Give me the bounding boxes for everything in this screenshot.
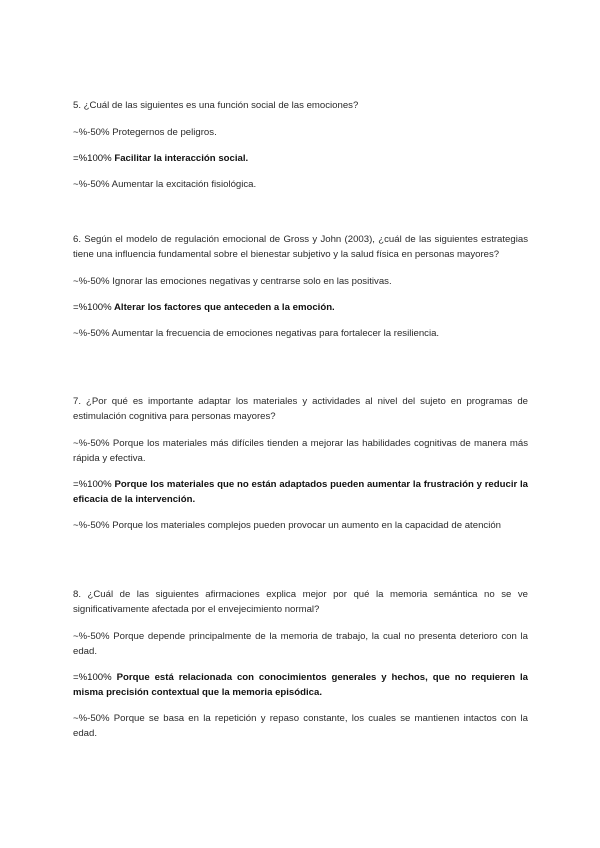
option-weight: ~%-50%	[73, 631, 110, 642]
question-text: 8. ¿Cuál de las siguientes afirmaciones explica mejor por qué la memoria semántica no se ve significativamente afectada por el envejecimiento normal?	[73, 589, 528, 615]
option-weight: ~%-50%	[73, 520, 110, 531]
answer-option	[73, 274, 528, 289]
question-8	[73, 587, 528, 741]
correct-answer-option	[73, 151, 528, 166]
option-text: Porque depende principalmente de la memoria de trabajo, la cual no presenta deterioro con la edad.	[73, 631, 528, 657]
option-text: Aumentar la frecuencia de emociones negativas para fortalecer la resiliencia.	[111, 328, 440, 339]
option-text: Porque se basa en la repetición y repaso constante, los cuales se mantienen intactos con la edad.	[73, 713, 529, 739]
correct-answer-option	[73, 477, 528, 507]
option-weight: ~%-50%	[73, 328, 110, 339]
option-weight: ~%-50%	[73, 438, 110, 449]
option-text: Porque los materiales más difíciles tienden a mejorar las habilidades cognitivas de manera más rápida y efectiva.	[73, 438, 528, 464]
correct-answer-option	[73, 300, 528, 315]
question-5	[73, 98, 528, 192]
option-weight: =%100%	[73, 153, 112, 164]
option-weight: ~%-50%	[73, 127, 110, 138]
answer-option	[73, 436, 528, 466]
option-weight: ~%-50%	[73, 179, 110, 190]
option-text: Porque los materiales que no están adaptados pueden aumentar la frustración y reducir la eficacia de la intervención.	[73, 479, 528, 505]
option-text: Ignorar las emociones negativas y centrarse solo en las positivas.	[112, 276, 392, 287]
question-text: 7. ¿Por qué es importante adaptar los materiales y actividades al nivel del sujeto en programas de estimulación cognitiva para personas mayores?	[73, 396, 528, 422]
option-text: Protegernos de peligros.	[112, 127, 217, 138]
question-text: 5. ¿Cuál de las siguientes es una función social de las emociones?	[73, 100, 359, 111]
question-6	[73, 232, 528, 341]
answer-option	[73, 629, 528, 659]
option-text: Facilitar la interacción social.	[114, 153, 249, 164]
option-text: Aumentar la excitación fisiológica.	[111, 179, 257, 190]
option-text: Porque los materiales complejos pueden provocar un aumento en la capacidad de atención	[112, 520, 501, 531]
option-text: Alterar los factores que anteceden a la emoción.	[113, 302, 335, 313]
option-weight: ~%-50%	[73, 713, 110, 724]
option-text: Porque está relacionada con conocimientos generales y hechos, que no requieren la misma precisión contextual que la memoria episódica.	[73, 672, 528, 698]
option-weight: =%100%	[73, 479, 112, 490]
answer-option	[73, 326, 528, 341]
question-text: 6. Según el modelo de regulación emocional de Gross y John (2003), ¿cuál de las siguientes estrategias tiene una influencia fundamental sobre el bienestar subjetivo y la salud física en personas mayores?	[73, 234, 528, 260]
answer-option	[73, 711, 528, 741]
answer-option	[73, 518, 528, 533]
answer-option	[73, 177, 528, 192]
correct-answer-option	[73, 670, 528, 700]
answer-option	[73, 125, 528, 140]
question-7	[73, 394, 528, 533]
option-weight: =%100%	[73, 672, 112, 683]
option-weight: =%100%	[73, 302, 112, 313]
option-weight: ~%-50%	[73, 276, 110, 287]
